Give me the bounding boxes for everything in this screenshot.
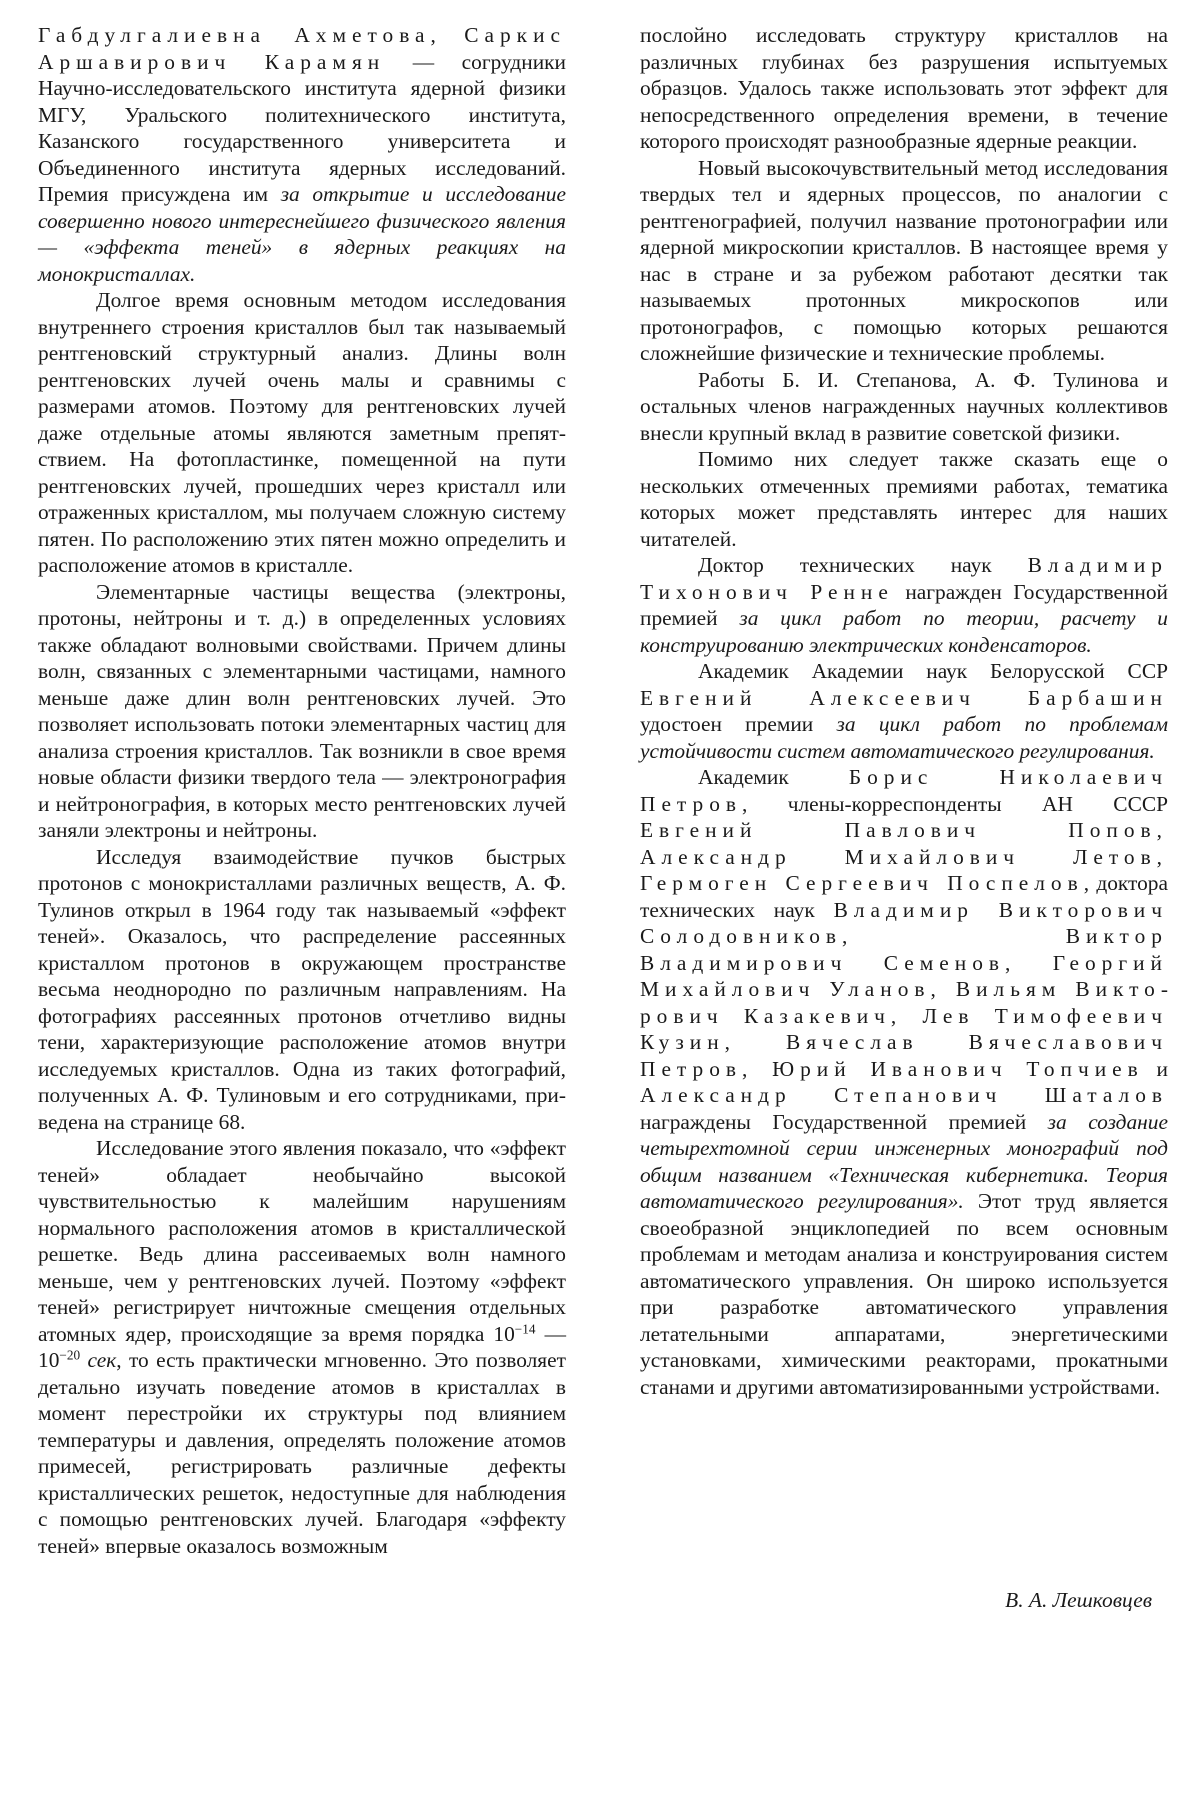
body-text: — согрудники Научно-исследовательского института ядерной физики МГУ, Уральского политехнического института, Казанского государственного университета и Объединенного института ядерных исследований. Премия присуждена им xyxy=(38,49,566,206)
body-text: Академик xyxy=(698,765,849,789)
body-text: Исследование этого явления показало, что «эффект теней» обладает необычайно высокой чувствительностью к малейшим нарушениям нормального расположения атомов в кристаллической решетке. Ведь длина рассеиваемых волн намного меньше, чем у рентгеновских лучей. Поэтому «эффект теней» регистрирует ничтожные смещения отдельных атомных ядер, происходящие за время порядка 10 xyxy=(38,1136,566,1346)
paragraph-continuation: послойно исследовать структуру кристаллов на различных глубинах без разрушения испытуемых образцов. Удалось также использовать этот эффект для непосредственного определения времени, в течение которого происходят разнообразные ядерные реакции. xyxy=(640,23,1168,153)
paragraph-contribution: Работы Б. И. Степанова, А. Ф. Тулинова и остальных членов награжденных научных коллективов внесли крупный вклад в развитие советской физики. xyxy=(640,367,1168,445)
exponent: −14 xyxy=(514,1321,536,1337)
paragraph-laureates-intro xyxy=(38,22,566,287)
paragraph-xray-analysis: Долгое время основным методом исследования внутреннего строения кристаллов был так называемый рентгеновский структурный анализ. Длины волн рентгеновских лучей очень малы и сравнимы с размерами атомов. Поэтому для рентгеновских лучей даже отдельные атомы являются заметным препятствием. На фотопластинке, помещенной на пути рентгеновских лучей, прошедших через кристалл или отраженных кристаллом, мы получаем сложную систему пятен. По расположению этих пятен можно определить и расположение атомов в кристалле. xyxy=(38,288,566,577)
body-text: и xyxy=(1143,1056,1168,1081)
paragraph-cybernetics xyxy=(640,764,1168,1400)
paragraph-elementary-particles: Элементарные частицы вещества (электроны, протоны, нейтроны и т. д.) в определенных условиях также обладают волновыми свойствами. Причем длины волн, связанных с элементарными частицами, намного меньше даже длин волн рентгеновских лучей. Это позволяет использовать потоки элементарных частиц для анализа строения кристаллов. Так возникли в свое время новые области физики твердого тела — электронография и нейтронография, в которых место рентгеновских лучей заняли электроны и нейтроны. xyxy=(38,579,566,842)
left-column xyxy=(38,22,566,1559)
body-text: награжден Государственной премией xyxy=(640,579,1168,630)
author-signature: В. А. Лешковцев xyxy=(1005,1588,1152,1612)
laureate-name: Саркис Аршавирович Карамян xyxy=(38,23,566,74)
body-text: , доктора технических наук xyxy=(640,871,1168,922)
body-text: Доктор технических наук xyxy=(698,553,1028,577)
laureate-name: Александр Степанович Шаталов xyxy=(640,1083,1168,1107)
laureate-name: Евгений Павлович Попов, Александр Михайлович Летов, Гермоген Сергеевич Поспелов xyxy=(640,818,1168,895)
paragraph-other-works: Помимо них следует также сказать еще о нескольких отмеченных премиями работах, тематика которых может представлять интерес для наших читателей. xyxy=(640,447,1168,551)
body-text: награждены Государственной премией xyxy=(640,1109,1048,1134)
right-column xyxy=(640,22,1168,1400)
paragraph-renne xyxy=(640,552,1168,658)
body-text: — 10 xyxy=(38,1321,566,1372)
paragraph-barbashin xyxy=(640,658,1168,764)
body-text: удостоен премии xyxy=(640,712,837,736)
prize-subject: за открытие и исследование совершенно нового интереснейшего физического явления — «эффекта теней» в ядерных реакциях на монокристаллах. xyxy=(38,182,566,286)
body-text: Этот труд является своеобразной энциклопедией по всем основным проблемам и методам анализа и конструирования систем автоматического управления. Он широко используется при разработке автоматического управления летательными аппаратами, энергетическими установками, химическими реакторами, прокатными станами и другими автоматизированными устройствами. xyxy=(640,1189,1168,1399)
prize-subject: за создание четырехтомной серии инженерных монографий под общим названием «Техническая кибернетика. Теория автоматического регулирования». xyxy=(640,1109,1168,1213)
laureate-name: Борис Николаевич Петров xyxy=(640,765,1168,816)
prize-subject: за цикл работ по теории, расчету и конструированию электрических конденсаторов. xyxy=(640,606,1168,657)
laureate-name: Габдулгалиевна Ахметова, xyxy=(38,23,442,47)
unit-text: сек xyxy=(87,1348,117,1372)
body-text: , то есть практически мгновенно. Это позволяет детально изучать поведение атомов в кристаллах в момент перестройки их структуры под влиянием температуры и давления, определять положение атомов примесей, регистрировать различные дефекты кристаллических решеток, недоступные для наблюдения с помощью рентгеновских лучей. Благодаря «эффекту теней» впервые оказалось возможным xyxy=(38,1348,566,1558)
exponent: −20 xyxy=(59,1347,81,1363)
laureate-name: Владимир Викторович Солодовников, Виктор Владимирович Семенов, Георгий Михайлович Уланов, Вильям Викторович Казакевич, Лев Тимофеевич Кузин, Вячеслав Вячеславович Петров, Юрий Иванович Топчиев xyxy=(640,897,1168,1081)
laureate-name: Евгений Алексеевич Барбашин xyxy=(640,685,1168,710)
paragraph-protonography: Новый высокочувствительный метод исследования твердых тел и ядерных процессов, по аналогии с рентгенографией, получил название протонографии или ядерной микроскопии кристаллов. В настоящее время у нас в стране и за рубежом работают десятки так называемых протонных микроскопов или протонографов, с помощью которых решаются сложнейшие физические и технические проблемы. xyxy=(640,155,1168,365)
prize-subject: за цикл работ по проблемам устойчивости систем автоматического регулирования. xyxy=(640,712,1168,763)
body-text: , члены-корреспонденты АН СССР xyxy=(742,791,1168,816)
paragraph-sensitivity xyxy=(38,1135,566,1559)
body-text: Академик Академии наук Белорусской ССР xyxy=(698,659,1168,683)
laureate-name: Владимир Тихонович Ренне xyxy=(640,553,1168,604)
paragraph-shadow-effect: Исследуя взаимодействие пучков быстрых протонов с монокристаллами различных веществ, А. Ф. Тулинов открыл в 1964 году так называемый «эффект теней». Оказалось, что распределение рассеянных кристаллом протонов в окружающем пространстве весьма неоднородно по различным направлениям. На фотографиях рассеянных протонов отчетливо видны тени, характеризующие расположение атомов внутри исследуемых кристаллов. Одна из таких фотографий, полученных А. Ф. Тулиновым и его сотрудниками, приведена на странице 68. xyxy=(38,844,566,1134)
